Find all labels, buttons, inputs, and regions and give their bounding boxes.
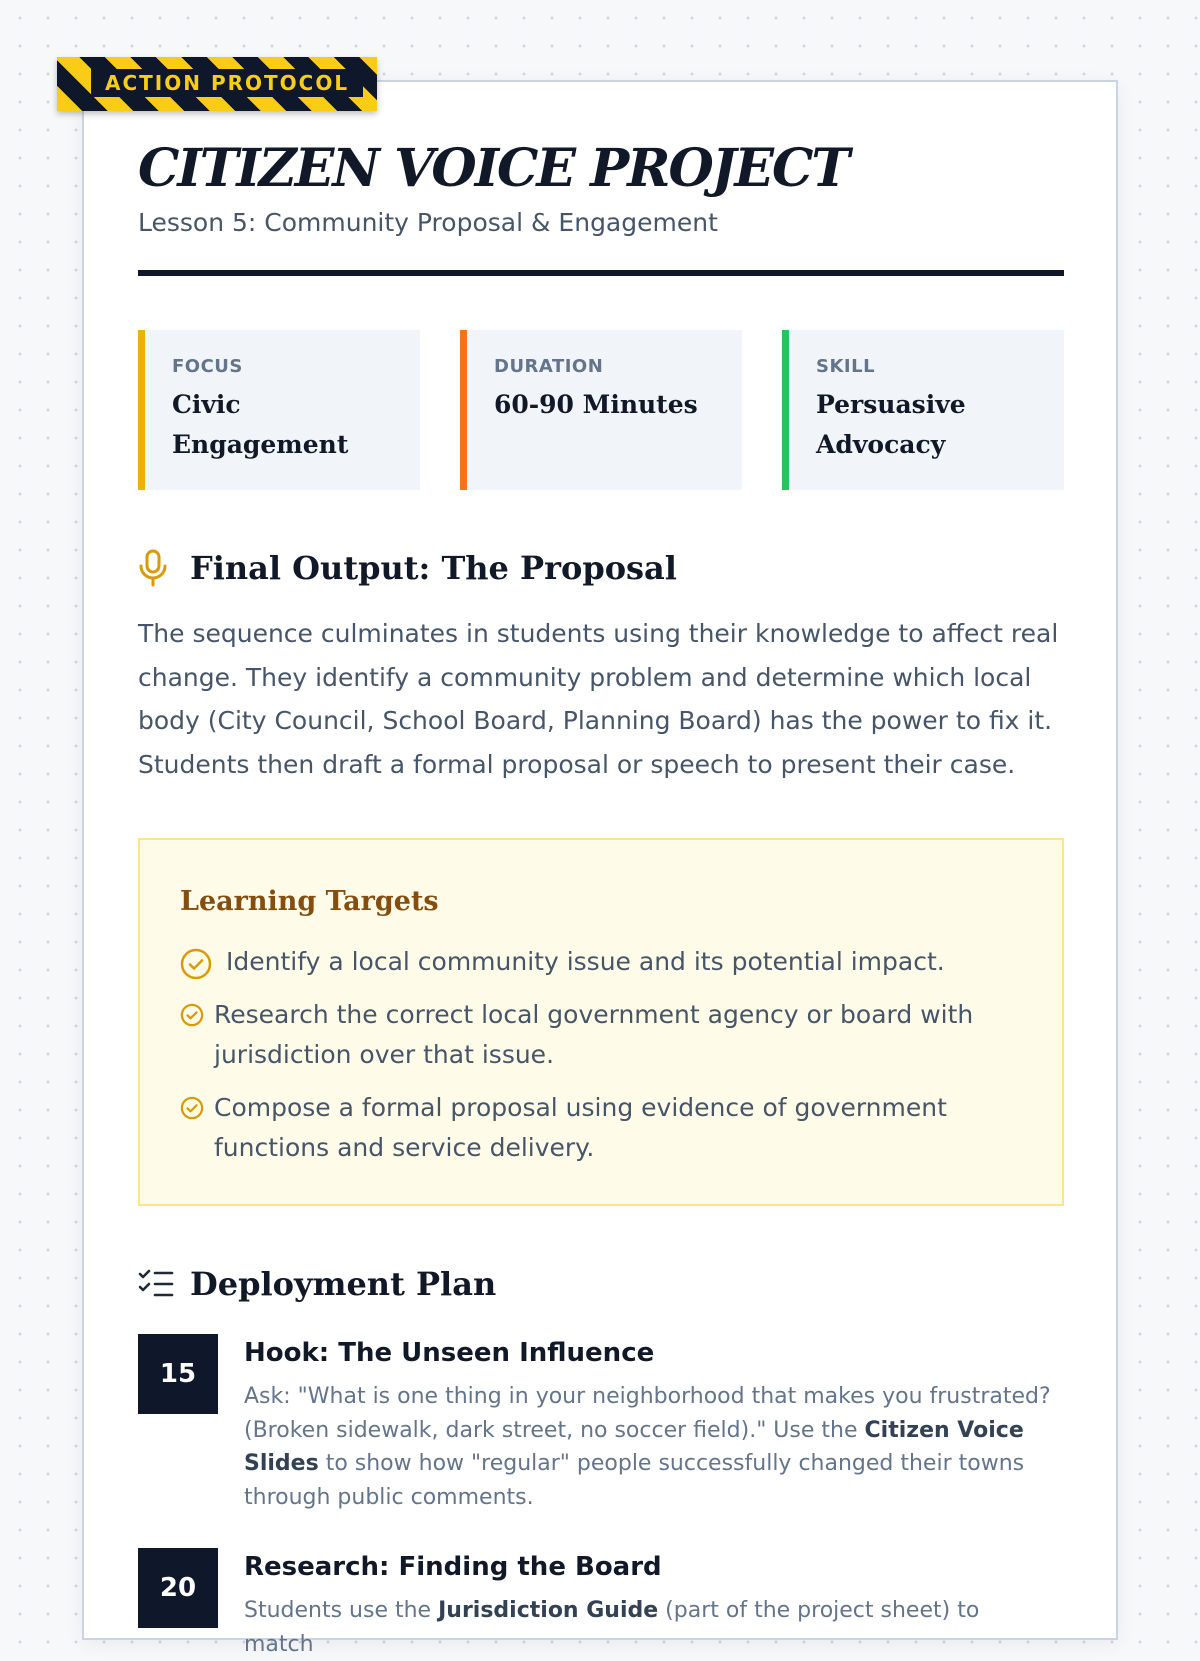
meta-label: DURATION <box>494 356 604 377</box>
learning-target-text: Research the correct local government agency or board with jurisdiction over that issue. <box>214 1000 974 1069</box>
step-text: (part of the project sheet) to match <box>244 1598 980 1657</box>
learning-target-item <box>180 942 1040 982</box>
step-text: Students use the <box>244 1598 439 1623</box>
learning-targets-box <box>138 838 1064 1206</box>
deployment-plan-heading <box>138 1262 496 1306</box>
step-text: to show how "regular" people successfully changed their towns through public comments. <box>244 1451 1025 1510</box>
check-circle-icon <box>180 948 212 980</box>
step-description <box>244 1594 1054 1661</box>
page-subtitle: Lesson 5: Community Proposal & Engagement <box>138 208 718 237</box>
check-circle-icon <box>180 1003 204 1027</box>
final-output-description: The sequence culminates in students using their knowledge to affect real change. They identify a community problem and determine which local body (City Council, School Board, Planning Board) has the power to fix it. Students then draft a formal proposal or speech to present their case. <box>138 619 1059 779</box>
meta-duration <box>460 330 742 490</box>
meta-value: Persuasive Advocacy <box>816 390 966 459</box>
step-title: Hook: The Unseen Influence <box>244 1338 655 1368</box>
title-divider <box>138 270 1064 276</box>
learning-targets-title: Learning Targets <box>180 886 439 917</box>
meta-focus <box>138 330 420 490</box>
microphone-icon <box>138 546 178 590</box>
section-title: Final Output: The Proposal <box>190 549 677 587</box>
step-minutes-badge: 15 <box>138 1334 218 1414</box>
page-title: CITIZEN VOICE PROJECT <box>138 138 849 199</box>
step-title: Research: Finding the Board <box>244 1552 662 1582</box>
step-text: Ask: "What is one thing in your neighborhood that makes you frustrated? (Broken sidewalk, dark street, no soccer field)." Use the <box>244 1384 1051 1443</box>
learning-target-text: Compose a formal proposal using evidence of government functions and service delivery. <box>214 1093 947 1162</box>
step-minutes-badge: 20 <box>138 1548 218 1628</box>
learning-target-text: Identify a local community issue and its potential impact. <box>226 947 945 976</box>
learning-target-item <box>180 995 1000 1075</box>
resource-name: Citizen Voice Slides <box>244 1417 1024 1476</box>
meta-label: FOCUS <box>172 356 243 377</box>
badge-label: ACTION PROTOCOL <box>91 69 363 97</box>
final-output-heading <box>138 546 677 590</box>
check-circle-icon <box>180 1096 204 1120</box>
learning-target-item <box>180 1088 1000 1168</box>
resource-name: Jurisdiction Guide <box>438 1598 659 1623</box>
section-title: Deployment Plan <box>190 1265 497 1303</box>
action-protocol-badge <box>57 57 377 111</box>
step-description <box>244 1380 1054 1514</box>
meta-value: 60-90 Minutes <box>494 390 698 419</box>
meta-value: Civic Engagement <box>172 390 349 459</box>
meta-skill <box>782 330 1064 490</box>
meta-label: SKILL <box>816 356 876 377</box>
checklist-icon <box>138 1262 178 1306</box>
